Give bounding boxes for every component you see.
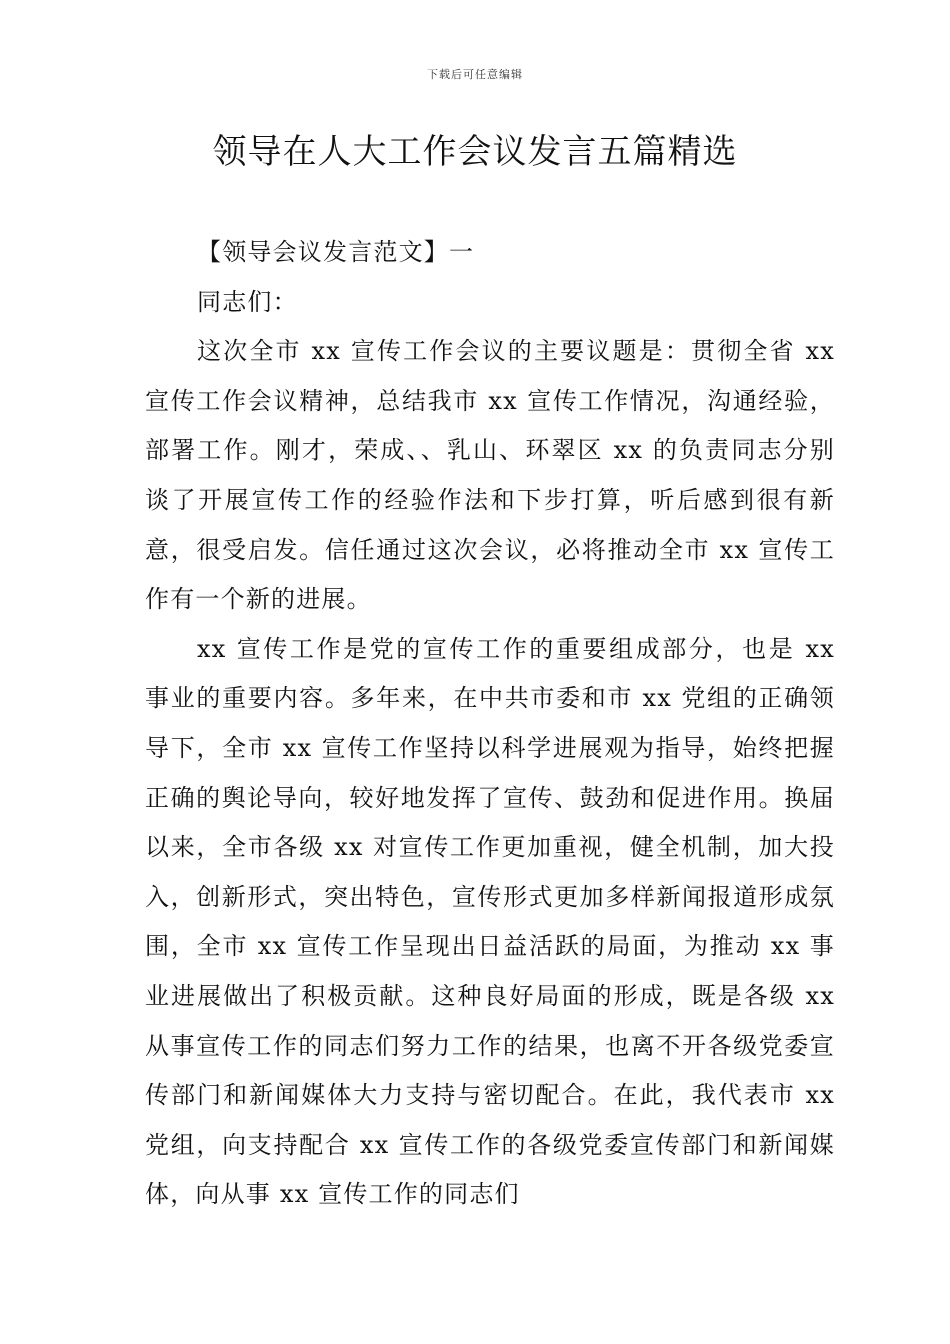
document-title: 领导在人大工作会议发言五篇精选 — [212, 132, 738, 172]
header-note: 下载后可任意编辑 — [427, 68, 523, 81]
body-paragraph: xx 宣传工作是党的宣传工作的重要组成部分，也是 xx 事业的重要内容。多年来，在中共市委和市 xx 党组的正确领导下，全市 xx 宣传工作坚持以科学进展观为指导，始终把握正确的舆论导向，较好地发挥了宣传、鼓劲和促进作用。换届以来，全市各级 xx 对宣传工作更加重视，健全机制，加大投入，创新形式，突出特色，宣传形式更加多样新闻报道形成氛围，全市 xx 宣传工作呈现出日益活跃的局面，为推动 xx 事业进展做出了积极贡献。这种良好局面的形成，既是各级 xx 从事宣传工作的同志们努力工作的结果，也离不开各级党委宣传部门和新闻媒体大力支持与密切配合。在此，我代表市 xx 党组，向支持配合 xx 宣传工作的各级党委宣传部门和新闻媒体，向从事 xx 宣传工作的同志们 — [145, 634, 835, 1209]
section-heading: 【领导会议发言范文】一 — [197, 238, 475, 266]
salutation: 同志们： — [197, 287, 298, 316]
document-body — [145, 228, 835, 1220]
body-paragraph: 这次全市 xx 宣传工作会议的主要议题是：贯彻全省 xx 宣传工作会议精神，总结我市 xx 宣传工作情况，沟通经验，部署工作。刚才，荣成、、乳山、环翠区 xx 的负责同志分别谈了开展宣传工作的经验作法和下步打算，听后感到很有新意，很受启发。信任通过这次会议，必将推动全市 xx 宣传工作有一个新的进展。 — [145, 337, 835, 614]
